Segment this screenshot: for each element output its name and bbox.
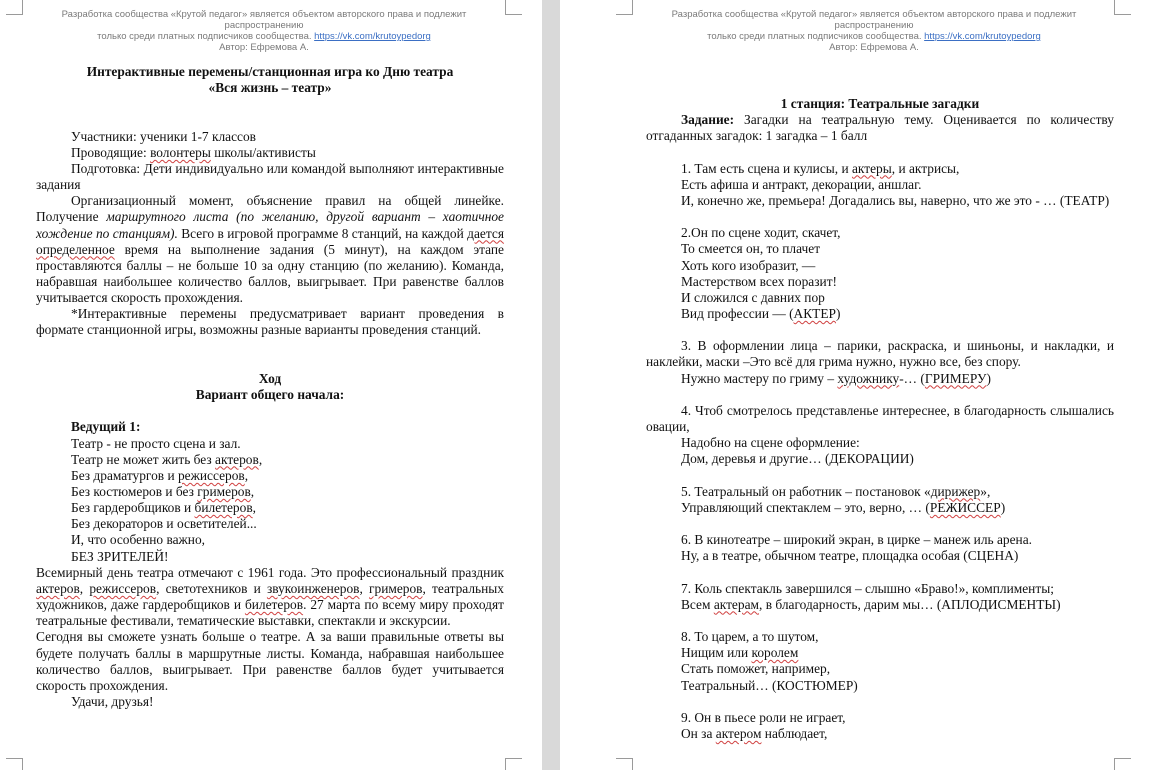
poem-line: Без гардеробщиков и билетеров,	[71, 500, 257, 516]
riddle-3-line: Нужно мастеру по гриму – художнику-… (ГРИМЕРУ)	[681, 370, 991, 386]
author-label: Автор: Ефремова А.	[219, 42, 309, 53]
riddle-7-line: Всем актерам, в благодарность, дарим мы… (АПЛОДИСМЕНТЫ)	[681, 596, 1061, 612]
organization-paragraph: Организационный момент, объяснение правил на общей линейке. Получение маршрутного листа (по желанию, другой вариант – хаотичное хождение по станциям). Всего в игровой программе 8 станций, на каждой дается определенное время на выполнение задания (5 минут), на каждом этапе проставляются баллы – не больше 10 за одну станцию (по желанию). Команда, набравшая наибольшее количество баллов, выигрывает. При равенстве баллов учитывается скорость прохождения.	[36, 193, 504, 306]
riddle-1-line: И, конечно же, премьера! Догадались вы, наверно, что же это - … (ТЕАТР)	[681, 192, 1110, 208]
poem-line: И, что особенно важно,	[71, 532, 205, 548]
riddle-4-line: Дом, деревья и другие… (ДЕКОРАЦИИ)	[681, 451, 914, 467]
section-heading-variant: Вариант общего начала:	[195, 387, 345, 403]
poem-line: БЕЗ ЗРИТЕЛЕЙ!	[71, 548, 169, 564]
riddle-4-line: 4. Чтоб смотрелось представленье интереснее, в благодарность слышались овации,	[646, 402, 1114, 435]
riddle-6-line: Ну, а в театре, обычном театре, площадка особая (СЦЕНА)	[681, 548, 1019, 564]
copyright-line-1: Разработка сообщества «Крутой педагог» является объектом авторского права и подлежит распространению	[671, 9, 1077, 31]
riddle-1-line: 1. Там есть сцена и кулисы, и актеры, и актрисы,	[681, 160, 960, 176]
riddle-2-line: И сложился с давних пор	[681, 289, 825, 305]
riddle-2-line: 2.Он по сцене ходит, скачет,	[681, 225, 841, 241]
poem-line: Без декораторов и осветителей...	[71, 516, 257, 532]
hosts: Проводящие: волонтеры школы/активисты	[71, 144, 316, 160]
riddle-1-line: Есть афиша и антракт, декорации, аншлаг.	[681, 176, 922, 192]
riddle-2-line: Вид профессии — (АКТЕР)	[681, 306, 841, 321]
station-1-heading: 1 станция: Театральные загадки	[780, 96, 980, 111]
community-link[interactable]: https://vk.com/krutoypedorg	[924, 31, 1041, 42]
riddle-9-line: Он за актером наблюдает,	[681, 725, 828, 741]
document-page-right	[560, 0, 1155, 770]
riddle-4-line: Надобно на сцене оформление:	[681, 435, 860, 451]
community-link[interactable]: https://vk.com/krutoypedorg	[314, 31, 431, 42]
riddle-8-line: 8. То царем, а то шутом,	[681, 629, 819, 645]
doc-title-line-1: Интерактивные перемены/станционная игра ко Дню театра	[86, 64, 454, 79]
note-paragraph: *Интерактивные перемены предусматривает вариант проведения в формате станционной игры, возможны разные варианты проведения станций.	[36, 306, 504, 338]
riddle-3-line: 3. В оформлении лица – парики, раскраска, и шиньоны, и накладки, и наклейки, маски –Это всё для грима нужно, нужно все, без спору.	[646, 338, 1114, 370]
document-page-left	[0, 0, 542, 770]
host-1-label: Ведущий 1:	[71, 419, 141, 435]
poem-line: Без драматургов и режиссеров,	[71, 467, 249, 483]
left-page-text	[36, 64, 504, 710]
page-corner-mark	[616, 0, 633, 15]
good-luck-line: Удачи, друзья!	[71, 694, 154, 710]
preparation: Подготовка: Дети индивидуально или командой выполняют интерактивные задания	[36, 160, 504, 193]
today-paragraph: Сегодня вы сможете узнать больше о театре. А за ваши правильные ответы вы будете получать баллы в маршрутные листы. Команда, набравшая наибольшее количество баллов, выигрывает. При равенстве баллов будет учитывается скорость прохождения.	[36, 629, 504, 693]
copyright-line-1: Разработка сообщества «Крутой педагог» является объектом авторского права и подлежит распространению	[61, 9, 467, 31]
page-corner-mark	[1114, 758, 1131, 770]
author-label: Автор: Ефремова А.	[829, 42, 919, 53]
page-corner-mark	[616, 758, 633, 770]
riddle-8-line: Театральный… (КОСТЮМЕР)	[681, 677, 858, 693]
page-corner-mark	[505, 0, 522, 15]
section-heading-hod: Ход	[258, 370, 282, 386]
task-paragraph: Задание: Загадки на театральную тему. Оценивается по количеству отгаданных загадок: 1 загадка – 1 балл	[646, 112, 1114, 144]
riddle-8-line: Нищим или королем	[681, 645, 799, 661]
riddle-5-line: Управляющий спектаклем – это, верно, … (РЕЖИССЕР)	[681, 499, 1006, 515]
right-page-text	[646, 96, 1114, 742]
poem-line: Театр - не просто сцена и зал.	[71, 435, 241, 451]
page-corner-mark	[6, 0, 23, 15]
poem-line: Театр не может жить без актеров,	[71, 451, 263, 467]
theatre-day-paragraph: Всемирный день театра отмечают с 1961 года. Это профессиональный праздник актеров, режиссеров, светотехников и звукоинженеров, гримеров, театральных художников, даже гардеробщиков и билетеров. 27 марта по всему миру проходят театральные фестивали, тематические выставки, спектакли и экскурсии.	[36, 564, 504, 629]
copyright-line-2: только среди платных подписчиков сообщества.	[97, 31, 312, 42]
copyright-line-2: только среди платных подписчиков сообщества.	[707, 31, 922, 42]
riddle-6-line: 6. В кинотеатре – широкий экран, в цирке – манеж иль арена.	[681, 532, 1033, 548]
riddle-8-line: Стать поможет, например,	[681, 661, 831, 677]
copyright-header	[632, 9, 1116, 42]
riddle-2-line: Мастерством всех поразит!	[681, 273, 837, 289]
riddle-9-line: 9. Он в пьесе роли не играет,	[681, 709, 846, 725]
poem-line: Без костюмеров и без гримеров,	[71, 483, 255, 499]
riddle-2-line: Хоть кого изобразит, —	[681, 257, 816, 273]
page-corner-mark	[6, 758, 23, 770]
riddle-5-line: 5. Театральный он работник – постановок «дирижер»,	[681, 483, 991, 499]
copyright-header	[22, 9, 506, 42]
riddle-7-line: 7. Коль спектакль завершился – слышно «Браво!», комплименты;	[681, 580, 1054, 596]
participants: Участники: ученики 1-7 классов	[71, 128, 256, 144]
doc-title-line-2: «Вся жизнь – театр»	[208, 80, 332, 96]
riddle-2-line: То смеется он, то плачет	[681, 241, 821, 257]
page-corner-mark	[1114, 0, 1131, 15]
page-corner-mark	[505, 758, 522, 770]
